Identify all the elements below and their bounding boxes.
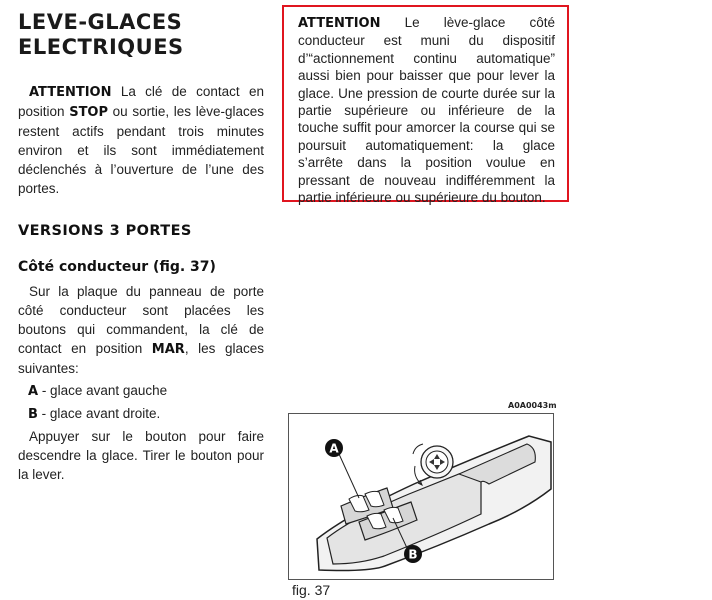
warning-text: Le lève-glace côté conducteur est muni du dispositif d’“actionnement continu automatique” aussi bien pour baisser que pour lever la glace. Une pression de courte durée sur la partie supérieure ou inférieure de la touche suffit pour amorcer la course qui se poursuit automatiquement: la glace s’arrête dans la position voulue en pressant de nouveau indifféremment la partie inférieure ou supérieure du bouton.	[298, 15, 555, 206]
door-panel-illustration	[289, 414, 553, 579]
callout-b-label: B	[408, 547, 418, 562]
warning-keyword: ATTENTION	[298, 16, 381, 31]
list-item-a-letter: A	[28, 384, 39, 399]
description-text-1: Sur la plaque du panneau de porte côté conducteur sont placées les boutons qui commandent, la clé de contact en position	[18, 284, 264, 356]
page-title	[18, 10, 278, 60]
description-text-2: , les glaces suivantes:	[18, 341, 264, 376]
section-title: VERSIONS 3 PORTES	[18, 223, 192, 239]
list-item-b-letter: B	[28, 407, 38, 422]
warning-box	[282, 5, 569, 206]
callout-a	[325, 439, 343, 457]
list-item-a-text: - glace avant gauche	[38, 383, 168, 398]
callout-a-leader	[339, 454, 359, 498]
mar-keyword: MAR	[151, 342, 185, 357]
list-item-a	[18, 381, 264, 401]
left-column	[18, 82, 264, 484]
callout-a-label: A	[329, 441, 339, 456]
instructions-paragraph: Appuyer sur le bouton pour faire descendre la glace. Tirer le bouton pour la lever.	[18, 429, 264, 482]
list-item-b	[18, 404, 264, 424]
stop-keyword: STOP	[69, 105, 109, 120]
figure-code: A0A0043m	[508, 401, 557, 410]
figure-caption: fig. 37	[292, 582, 331, 598]
attention-keyword: ATTENTION	[29, 85, 112, 100]
description-paragraph	[18, 282, 264, 378]
subsection-title: Côté conducteur (fig. 37)	[18, 259, 216, 275]
attention-text-2: ou sortie, les lève-glaces restent actifs pendant trois minutes environ et ils sont immédiatement déclenchés à l’ouverture de l’une des portes.	[18, 104, 264, 196]
attention-text-1: La clé de contact en position	[18, 84, 264, 119]
figure-37	[288, 413, 554, 580]
list-item-b-text: - glace avant droite.	[37, 406, 161, 421]
callout-b	[404, 545, 422, 563]
page-title-line-1: LEVE-GLACES	[18, 10, 183, 34]
page-title-line-2: ELECTRIQUES	[18, 35, 184, 59]
attention-intro-paragraph	[18, 82, 264, 198]
